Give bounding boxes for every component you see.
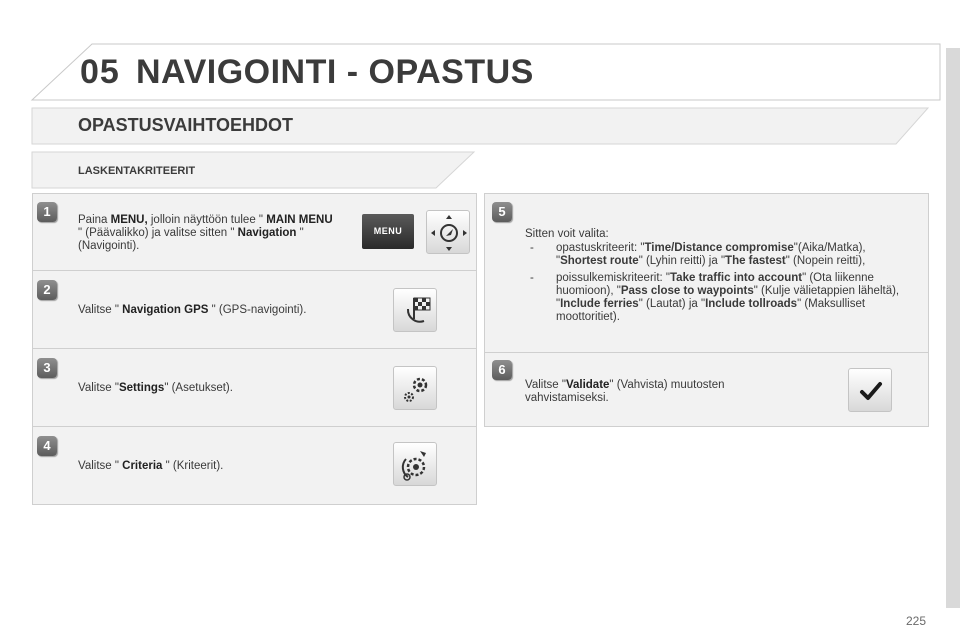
step-3-badge: 3 — [37, 358, 57, 378]
settings-gears-icon[interactable] — [393, 366, 437, 410]
chapter-number: 05 — [80, 53, 120, 91]
step-divider — [32, 270, 477, 271]
step-3-text: Valitse "Settings" (Asetukset). — [78, 382, 233, 394]
list-item-route-criteria: opastuskriteerit: "Time/Distance compromise"(Aika/Matka), "Shortest route" (Lyhin reitti) ja "The fastest" (Nopein reitti), — [556, 242, 866, 267]
list-dash: - — [530, 242, 534, 254]
page-edge-bar — [946, 48, 960, 608]
step-1-badge: 1 — [37, 202, 57, 222]
step-5-intro: Sitten voit valita: — [525, 228, 609, 240]
step-4-badge: 4 — [37, 436, 57, 456]
step-divider — [32, 426, 477, 427]
step-2-text: Valitse " Navigation GPS " (GPS-navigointi). — [78, 304, 307, 316]
step-5-badge: 5 — [492, 202, 512, 222]
step-4-text: Valitse " Criteria " (Kriteerit). — [78, 460, 224, 472]
step-1-text: Paina MENU, jolloin näyttöön tulee " MAIN MENU " (Päävalikko) ja valitse sitten " Navigation " (Navigointi). — [78, 214, 333, 252]
joystick-icon[interactable] — [426, 210, 470, 254]
step-6-text: Valitse "Validate" (Vahvista) muutosten vahvistamiseksi. — [525, 379, 725, 404]
criteria-icon[interactable] — [393, 442, 437, 486]
list-dash: - — [530, 272, 534, 284]
menu-button[interactable]: MENU — [362, 214, 414, 249]
step-6-badge: 6 — [492, 360, 512, 380]
section-title: OPASTUSVAIHTOEHDOT — [78, 115, 294, 135]
step-divider — [484, 352, 929, 353]
step-divider — [32, 348, 477, 349]
list-item-exclusion-criteria: poissulkemiskriteerit: "Take traffic into account" (Ota liikenne huomioon), "Pass close to waypoints" (Kulje välietappien läheltä), "Include ferries" (Lautat) ja "Include tollroads" (Maksulliset moottoritiet). — [556, 272, 900, 323]
subsection-title: LASKENTAKRITEERIT — [78, 165, 196, 177]
chapter-title: NAVIGOINTI - OPASTUS — [136, 53, 534, 91]
page-number: 225 — [906, 614, 927, 628]
step-2-badge: 2 — [37, 280, 57, 300]
navigation-gps-icon[interactable] — [393, 288, 437, 332]
checkmark-icon[interactable] — [848, 368, 892, 412]
